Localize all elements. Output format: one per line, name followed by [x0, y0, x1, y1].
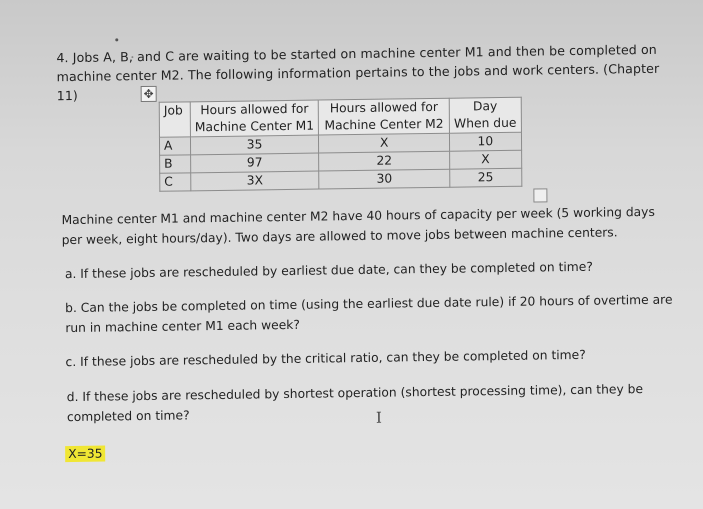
cell-m1-hours[interactable]: 97	[191, 153, 319, 173]
highlighted-note[interactable]: X=35	[65, 446, 105, 463]
move-handle-icon[interactable]: ✥	[141, 86, 157, 102]
table-row	[160, 168, 522, 191]
cell-job[interactable]: A	[159, 137, 190, 155]
cell-m2-hours[interactable]: X	[319, 133, 450, 153]
cell-m1-hours[interactable]: 35	[190, 135, 318, 155]
question-line-2: machine center M2. The following information pertains to the jobs and work centers. (Chapter	[56, 60, 660, 85]
header-m1-line-1: Hours allowed for	[200, 101, 309, 118]
jobs-table	[159, 97, 522, 192]
part-b-line-2: run in machine center M1 each week?	[65, 317, 300, 336]
cell-m2-hours[interactable]: 30	[319, 169, 450, 189]
part-d-line-1: d. If these jobs are rescheduled by shortest operation (shortest processing time), can they be	[66, 382, 644, 405]
text-cursor-icon: I	[375, 408, 382, 427]
cell-m2-hours[interactable]: 22	[319, 151, 450, 171]
speck	[115, 38, 118, 41]
capacity-line-2: per week, eight hours/day). Two days are allowed to move jobs between machine centers.	[61, 225, 618, 248]
table-header-row	[159, 97, 521, 137]
header-due-line-2: When due	[453, 115, 517, 131]
part-d-line-2: completed on time?	[66, 408, 190, 425]
cell-job[interactable]: C	[160, 173, 191, 191]
cell-m1-hours[interactable]: 3X	[191, 171, 319, 191]
question-line-1: 4. Jobs A, B, and C are waiting to be started on machine center M1 and then be completed on	[56, 41, 657, 66]
capacity-line-1: Machine center M1 and machine center M2 have 40 hours of capacity per week (5 working days	[61, 204, 655, 228]
header-job	[159, 102, 190, 137]
part-a: a. If these jobs are rescheduled by earliest due date, can they be completed on time?	[64, 259, 593, 282]
cell-due-day[interactable]: X	[450, 150, 522, 169]
cell-job[interactable]: B	[160, 155, 191, 173]
header-m2-line-2: Machine Center M2	[324, 116, 444, 133]
header-due-line-1: Day	[472, 99, 498, 114]
cell-due-day[interactable]: 25	[450, 168, 522, 187]
header-m1	[190, 100, 318, 137]
cell-due-day[interactable]: 10	[450, 132, 522, 151]
header-job-label: Job	[163, 103, 183, 118]
part-c: c. If these jobs are rescheduled by the critical ratio, can they be completed on time?	[65, 347, 586, 370]
question-line-3: 11)	[56, 87, 78, 104]
header-m1-line-2: Machine Center M1	[194, 118, 315, 135]
header-m2	[318, 98, 449, 135]
resize-handle-icon[interactable]	[533, 188, 547, 202]
header-due	[449, 97, 521, 133]
header-m2-line-1: Hours allowed for	[329, 99, 438, 116]
part-b-line-1: b. Can the jobs be completed on time (using the earliest due date rule) if 20 hours of overtime are	[65, 292, 673, 316]
